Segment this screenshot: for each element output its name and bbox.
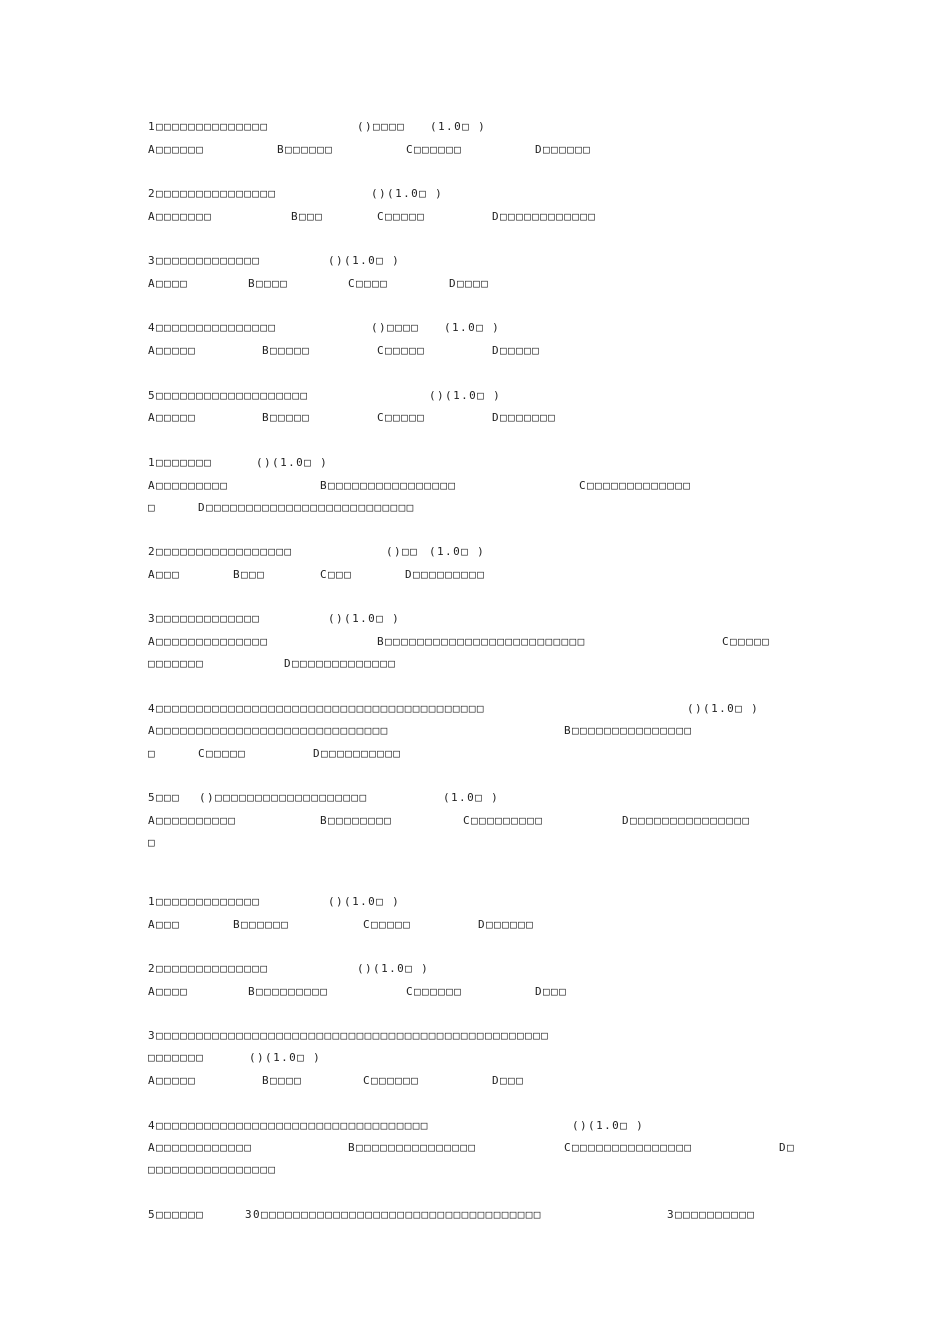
question-13-option-b: B□□□□: [262, 1074, 303, 1087]
question-2-stem-text: 2□□□□□□□□□□□□□□□: [148, 187, 277, 200]
question-7-score: (1.0□ ): [429, 545, 486, 558]
question-9-option-b: B□□□□□□□□□□□□□□□: [564, 724, 693, 737]
question-4-score: (1.0□ ): [444, 321, 501, 334]
question-13-stem-continuation: □□□□□□□: [148, 1051, 205, 1064]
question-14-option-c: C□□□□□□□□□□□□□□□: [564, 1141, 693, 1154]
question-2-option-c: C□□□□□: [377, 210, 426, 223]
question-14-continuation: □□□□□□□□□□□□□□□□: [148, 1163, 277, 1176]
question-11-stem-text: 1□□□□□□□□□□□□□: [148, 895, 261, 908]
question-7-stem-text: 2□□□□□□□□□□□□□□□□□: [148, 545, 293, 558]
question-15-stem-text: 5□□□□□□: [148, 1208, 205, 1221]
question-2-option-b: B□□□: [291, 210, 324, 223]
question-6-stem-text: 1□□□□□□□: [148, 456, 213, 469]
question-10-option-c: C□□□□□□□□□: [463, 814, 544, 827]
question-2-score: ()(1.0□ ): [371, 187, 444, 200]
question-12-option-a: A□□□□: [148, 985, 189, 998]
question-6-option-d: D□□□□□□□□□□□□□□□□□□□□□□□□□□: [198, 501, 415, 514]
question-6-option-a: A□□□□□□□□□: [148, 479, 229, 492]
question-9-option-c: C□□□□□: [198, 747, 247, 760]
question-3-score: ()(1.0□ ): [328, 254, 401, 267]
question-4-option-d: D□□□□□: [492, 344, 541, 357]
question-2-option-a: A□□□□□□□: [148, 210, 213, 223]
question-8-option-d: D□□□□□□□□□□□□□: [284, 657, 397, 670]
question-3-option-c: C□□□□: [348, 277, 389, 290]
question-4-option-c: C□□□□□: [377, 344, 426, 357]
question-5-score: ()(1.0□ ): [429, 389, 502, 402]
question-8-option-c: C□□□□□: [722, 635, 771, 648]
question-3-option-d: D□□□□: [449, 277, 490, 290]
question-10-continuation: □: [148, 836, 157, 849]
question-12-option-d: D□□□: [535, 985, 568, 998]
question-5-stem-text: 5□□□□□□□□□□□□□□□□□□□: [148, 389, 309, 402]
question-1-stem-text: 1□□□□□□□□□□□□□□: [148, 120, 269, 133]
question-7-blank: ()□□: [386, 545, 419, 558]
question-1-option-a: A□□□□□□: [148, 143, 205, 156]
question-11-option-c: C□□□□□: [363, 918, 412, 931]
question-4-option-a: A□□□□□: [148, 344, 197, 357]
question-3-option-a: A□□□□: [148, 277, 189, 290]
question-6-score: ()(1.0□ ): [256, 456, 329, 469]
question-12-score: ()(1.0□ ): [357, 962, 430, 975]
question-12-option-b: B□□□□□□□□□: [248, 985, 329, 998]
question-13-score: ()(1.0□ ): [249, 1051, 322, 1064]
question-5-option-d: D□□□□□□□: [492, 411, 557, 424]
question-14-stem-text: 4□□□□□□□□□□□□□□□□□□□□□□□□□□□□□□□□□□: [148, 1119, 429, 1132]
question-10-blank: ()□□□□□□□□□□□□□□□□□□□: [199, 791, 368, 804]
question-1-option-b: B□□□□□□: [277, 143, 334, 156]
question-1-option-d: D□□□□□□: [535, 143, 592, 156]
question-10-stem-text: 5□□□: [148, 791, 181, 804]
question-6-continuation: □: [148, 501, 157, 514]
question-9-score: ()(1.0□ ): [687, 702, 760, 715]
question-11-score: ()(1.0□ ): [328, 895, 401, 908]
question-8-score: ()(1.0□ ): [328, 612, 401, 625]
question-14-option-d: D□: [779, 1141, 796, 1154]
question-14-option-a: A□□□□□□□□□□□□: [148, 1141, 253, 1154]
question-4-stem-text: 4□□□□□□□□□□□□□□□: [148, 321, 277, 334]
question-2-option-d: D□□□□□□□□□□□□: [492, 210, 597, 223]
question-9-stem-text: 4□□□□□□□□□□□□□□□□□□□□□□□□□□□□□□□□□□□□□□□□□: [148, 702, 485, 715]
question-6-option-c: C□□□□□□□□□□□□□: [579, 479, 692, 492]
question-3-option-b: B□□□□: [248, 277, 289, 290]
question-1-option-c: C□□□□□□: [406, 143, 463, 156]
question-13-stem-text: 3□□□□□□□□□□□□□□□□□□□□□□□□□□□□□□□□□□□□□□□□□□□□□□□□□: [148, 1029, 550, 1042]
question-1-blank: ()□□□□: [357, 120, 406, 133]
question-8-stem-text: 3□□□□□□□□□□□□□: [148, 612, 261, 625]
question-14-score: ()(1.0□ ): [572, 1119, 645, 1132]
question-9-continuation: □: [148, 747, 157, 760]
question-10-score: (1.0□ ): [443, 791, 500, 804]
question-7-option-b: B□□□: [233, 568, 266, 581]
question-10-option-d: D□□□□□□□□□□□□□□□: [622, 814, 751, 827]
question-6-option-b: B□□□□□□□□□□□□□□□□: [320, 479, 457, 492]
question-9-option-a: A□□□□□□□□□□□□□□□□□□□□□□□□□□□□□: [148, 724, 389, 737]
question-7-option-c: C□□□: [320, 568, 353, 581]
question-4-blank: ()□□□□: [371, 321, 420, 334]
question-8-continuation: □□□□□□□: [148, 657, 205, 670]
question-15-stem-end: 3□□□□□□□□□□: [667, 1208, 756, 1221]
question-5-option-a: A□□□□□: [148, 411, 197, 424]
question-11-option-d: D□□□□□□: [478, 918, 535, 931]
question-12-option-c: C□□□□□□: [406, 985, 463, 998]
question-4-option-b: B□□□□□: [262, 344, 311, 357]
question-13-option-c: C□□□□□□: [363, 1074, 420, 1087]
question-1-score: (1.0□ ): [430, 120, 487, 133]
question-3-stem-text: 3□□□□□□□□□□□□□: [148, 254, 261, 267]
question-8-option-a: A□□□□□□□□□□□□□□: [148, 635, 269, 648]
question-10-option-b: B□□□□□□□□: [320, 814, 393, 827]
question-13-option-a: A□□□□□: [148, 1074, 197, 1087]
question-11-option-a: A□□□: [148, 918, 181, 931]
question-5-option-b: B□□□□□: [262, 411, 311, 424]
question-11-option-b: B□□□□□□: [233, 918, 290, 931]
question-9-option-d: D□□□□□□□□□□: [313, 747, 402, 760]
question-12-stem-text: 2□□□□□□□□□□□□□□: [148, 962, 269, 975]
question-14-option-b: B□□□□□□□□□□□□□□□: [348, 1141, 477, 1154]
question-15-stem-middle: 30□□□□□□□□□□□□□□□□□□□□□□□□□□□□□□□□□□□: [245, 1208, 542, 1221]
question-10-option-a: A□□□□□□□□□□: [148, 814, 237, 827]
question-7-option-d: D□□□□□□□□□: [405, 568, 486, 581]
question-13-option-d: D□□□: [492, 1074, 525, 1087]
question-7-option-a: A□□□: [148, 568, 181, 581]
question-8-option-b: B□□□□□□□□□□□□□□□□□□□□□□□□□: [377, 635, 586, 648]
question-5-option-c: C□□□□□: [377, 411, 426, 424]
